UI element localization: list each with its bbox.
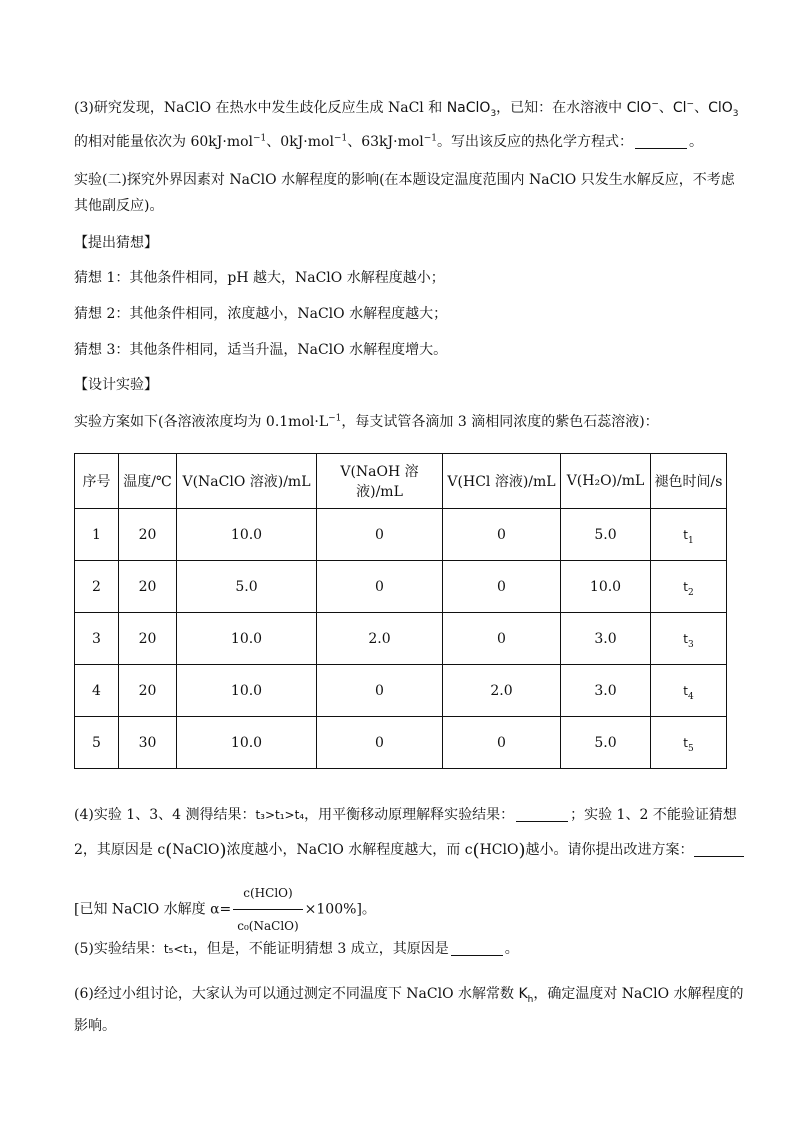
table-cell: 0 bbox=[443, 613, 561, 665]
exp2-line-2: 其他副反应)。 bbox=[74, 198, 164, 214]
experiment-table bbox=[74, 453, 727, 769]
table-cell: 2.0 bbox=[317, 613, 443, 665]
naclo3-formula: NaClO$_3$ bbox=[446, 100, 497, 119]
q6-line-2: 影响。 bbox=[74, 1018, 116, 1034]
table-cell: $t_1$ bbox=[651, 509, 727, 561]
q3-line-1: (3)研究发现，NaClO 在热水中发生歧化反应生成 NaCl 和 NaClO$_3$，已知：在水溶液中 ClO−、Cl−、ClO$_3$ bbox=[74, 99, 739, 119]
energy-3: 63kJ·mol$^{-1}$ bbox=[361, 133, 438, 150]
table-cell: 20 bbox=[119, 665, 177, 717]
table-cell: 30 bbox=[119, 717, 177, 769]
table-cell: 10.0 bbox=[561, 561, 651, 613]
clo3-ion: ClO$_3$ bbox=[708, 100, 739, 119]
table-cell: 0 bbox=[443, 561, 561, 613]
table-cell: 2 bbox=[75, 561, 119, 613]
col-header: V(NaOH 溶液)/mL bbox=[317, 454, 443, 509]
table-cell: 20 bbox=[119, 613, 177, 665]
table-cell: 3.0 bbox=[561, 613, 651, 665]
col-header: 温度/℃ bbox=[119, 454, 177, 509]
table-header-row bbox=[75, 454, 727, 509]
answer-blank-q3[interactable] bbox=[635, 134, 687, 149]
answer-blank-q4b[interactable] bbox=[694, 842, 744, 857]
col-header: V(H₂O)/mL bbox=[561, 454, 651, 509]
table-cell: 10.0 bbox=[177, 613, 317, 665]
table-cell: 0 bbox=[443, 509, 561, 561]
col-header: V(NaClO 溶液)/mL bbox=[177, 454, 317, 509]
guess-heading: 【提出猜想】 bbox=[74, 235, 158, 251]
table-cell: 3.0 bbox=[561, 665, 651, 717]
hclo-conc: HClO bbox=[479, 842, 519, 858]
cl-ion: Cl− bbox=[672, 99, 695, 116]
q5-line: (5)实验结果：t₅<t₁，但是，不能证明猜想 3 成立，其原因是 。 bbox=[74, 941, 519, 957]
table-cell: 20 bbox=[119, 561, 177, 613]
exp2-line-1: 实验(二)探究外界因素对 NaClO 水解程度的影响(在本题设定温度范围内 NaClO 只发生水解反应，不考虑 bbox=[74, 172, 735, 188]
hydrolysis-fraction: $\frac{\text{c(HClO)}}{\text{c₀(NaClO)}}$ bbox=[233, 878, 302, 941]
table-row bbox=[75, 717, 727, 769]
table-cell: 0 bbox=[317, 561, 443, 613]
clo-ion: ClO− bbox=[626, 99, 659, 116]
naclo-conc: NaClO bbox=[172, 842, 220, 858]
design-plan: 实验方案如下(各溶液浓度均为 $0.1mol\cdot L^{-1}$，每支试管各滴加 3 滴相同浓度的紫色石蕊溶液)： bbox=[74, 413, 659, 430]
design-heading: 【设计实验】 bbox=[74, 377, 158, 393]
table-cell: $t_4$ bbox=[651, 665, 727, 717]
energy-2: 0kJ·mol$^{-1}$ bbox=[280, 133, 348, 150]
table-row bbox=[75, 613, 727, 665]
q4-line-1: (4)实验 1、3、4 测得结果：t₃>t₁>t₄，用平衡移动原理解释实验结果： ；实验 1、2 不能验证猜想 bbox=[74, 807, 737, 823]
col-header: 褪色时间/s bbox=[651, 454, 727, 509]
guess-1: 猜想 1：其他条件相同，pH 越大，NaClO 水解程度越小； bbox=[74, 270, 445, 286]
col-header: V(HCl 溶液)/mL bbox=[443, 454, 561, 509]
q3-text-a: (3)研究发现，NaClO 在热水中发生歧化反应生成 NaCl 和 bbox=[74, 100, 447, 116]
table-cell: 3 bbox=[75, 613, 119, 665]
table-row bbox=[75, 665, 727, 717]
table-cell: 4 bbox=[75, 665, 119, 717]
table-cell: 5.0 bbox=[177, 561, 317, 613]
table-cell: 0 bbox=[317, 509, 443, 561]
table-cell: 20 bbox=[119, 509, 177, 561]
q3-text-b: ，已知：在水溶液中 bbox=[496, 100, 627, 116]
q4-result: t₃>t₁>t₄ bbox=[255, 808, 305, 822]
table-cell: 2.0 bbox=[443, 665, 561, 717]
answer-blank-q5[interactable] bbox=[451, 941, 503, 956]
table-cell: 5.0 bbox=[561, 717, 651, 769]
table-row bbox=[75, 561, 727, 613]
table-cell: 5 bbox=[75, 717, 119, 769]
guess-3: 猜想 3：其他条件相同，适当升温，NaClO 水解程度增大。 bbox=[74, 342, 448, 358]
answer-blank-q4a[interactable] bbox=[516, 807, 568, 822]
table-cell: 1 bbox=[75, 509, 119, 561]
table-cell: $t_3$ bbox=[651, 613, 727, 665]
kh-symbol: $K_h$ bbox=[518, 986, 534, 1005]
table-cell: $t_2$ bbox=[651, 561, 727, 613]
q5-result: t₅<t₁ bbox=[163, 942, 193, 956]
table-cell: 10.0 bbox=[177, 665, 317, 717]
table-cell: 10.0 bbox=[177, 509, 317, 561]
table-cell: 5.0 bbox=[561, 509, 651, 561]
q4-line-2: 2，其原因是 c(NaClO)浓度越小，NaClO 水解程度越大，而 c(HClO)越小。请你提出改进方案： bbox=[74, 840, 744, 861]
q3-line-2: 的相对能量依次为 60kJ·mol$^{-1}$、0kJ·mol$^{-1}$、63kJ·mol$^{-1}$。写出该反应的热化学方程式： 。 bbox=[74, 133, 704, 150]
table-cell: 0 bbox=[317, 665, 443, 717]
table-cell: $t_5$ bbox=[651, 717, 727, 769]
energy-1: 60kJ·mol$^{-1}$ bbox=[190, 133, 267, 150]
table-row bbox=[75, 509, 727, 561]
guess-2: 猜想 2：其他条件相同，浓度越小，NaClO 水解程度越大； bbox=[74, 306, 448, 322]
table-cell: 0 bbox=[443, 717, 561, 769]
concentration: $0.1mol\cdot L^{-1}$ bbox=[265, 413, 342, 430]
table-cell: 0 bbox=[317, 717, 443, 769]
col-header: 序号 bbox=[75, 454, 119, 509]
q6-line-1: (6)经过小组讨论，大家认为可以通过测定不同温度下 NaClO 水解常数 $K_h$，确定温度对 NaClO 水解程度的 bbox=[74, 986, 744, 1005]
q4-line-3: [已知 NaClO 水解度 α= $\frac{\text{c(HClO)}}{\text{c₀(NaClO)}}$ ×100%]。 bbox=[74, 878, 376, 941]
table-cell: 10.0 bbox=[177, 717, 317, 769]
